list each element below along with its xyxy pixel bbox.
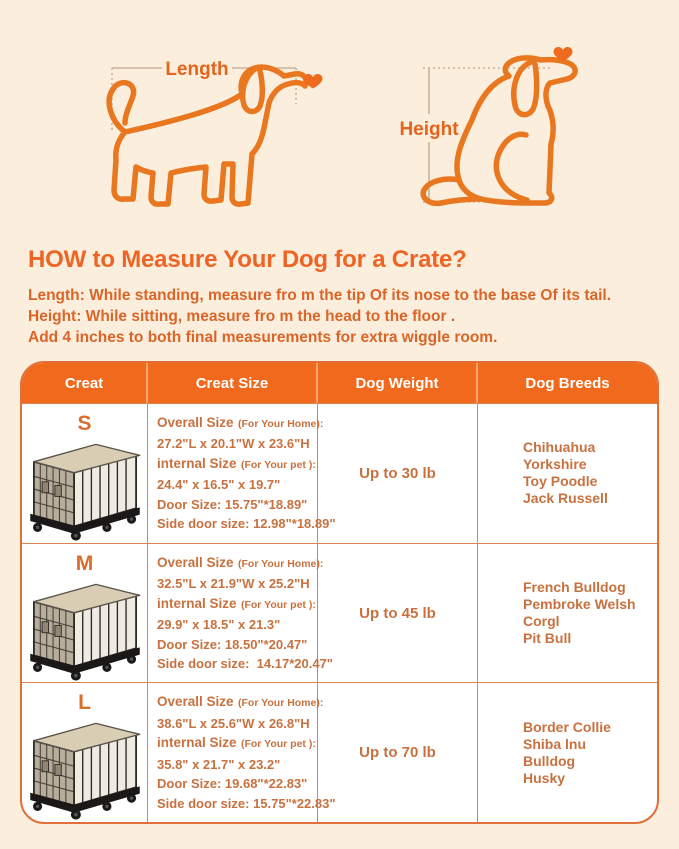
page-title: HOW to Measure Your Dog for a Crate? <box>28 246 467 273</box>
crate-cell <box>22 404 148 543</box>
breed-item: Pembroke Welsh <box>523 596 636 612</box>
spec-line: Door Size: 19.68"*22.83" <box>157 776 308 792</box>
crate-product-image <box>27 578 143 682</box>
dog-ear-illustration <box>243 69 263 112</box>
header-cell-creat-size: Creat Size <box>148 363 318 403</box>
table-row-l <box>22 682 657 822</box>
breed-item: Husky <box>523 769 566 786</box>
standing-dog-illustration <box>109 67 306 204</box>
spec-line: Overall Size (For Your Home): <box>157 694 324 710</box>
spec-line: 38.6"L x 25.6"W x 26.8"H <box>157 715 310 731</box>
spec-line: internal Size (For Your pet ): <box>157 595 316 611</box>
crate-size-letter: L <box>78 691 91 715</box>
height-measure-diagram <box>385 30 600 220</box>
breed-item: Jack Russell <box>523 490 608 507</box>
breed-item: Yorkshire <box>523 456 587 473</box>
sizing-table <box>20 361 659 824</box>
table-row-m <box>22 543 657 683</box>
dog-weight: Up to 70 lb <box>318 683 478 822</box>
dog-tail-line <box>423 179 481 203</box>
header-cell-creat: Creat <box>22 363 148 403</box>
spec-line: internal Size (For Your pet ): <box>157 735 316 751</box>
dog-breeds <box>478 544 657 683</box>
crate-cell <box>22 544 148 683</box>
breed-item: French Bulldog <box>523 579 626 595</box>
spec-line: Side door size: 12.98"*18.89" <box>157 516 336 532</box>
spec-line: 24.4" x 16.5" x 19.7" <box>157 477 281 493</box>
breed-item: Border Collie <box>523 718 611 735</box>
header-cell-dog-breeds: Dog Breeds <box>525 374 610 392</box>
breed-item: Corgl <box>523 613 560 629</box>
spec-line: Door Size: 18.50"*20.47" <box>157 636 308 652</box>
length-label: Length <box>165 59 229 80</box>
breed-item: Pit Bull <box>523 630 572 646</box>
table-row-s <box>22 403 657 543</box>
breed-item: Toy Poodle <box>523 473 598 490</box>
height-label: Height <box>399 119 459 140</box>
crate-cell <box>22 683 148 822</box>
crate-size-letter: S <box>77 412 92 435</box>
dog-weight: Up to 45 lb <box>318 544 478 683</box>
spec-line: 29.9" x 18.5" x 21.3" <box>157 617 281 632</box>
spec-line: 27.2"L x 20.1"W x 23.6"H <box>157 436 310 452</box>
intro-text <box>28 285 611 348</box>
dog-ear-illustration <box>514 62 537 115</box>
spec-line: Overall Size (For Your Home): <box>157 414 324 430</box>
crate-size-letter: M <box>75 551 94 575</box>
spec-line: Side door size: 14.17*20.47" <box>157 656 333 671</box>
table-header <box>22 363 657 403</box>
intro-line-length: Length: While standing, measure fro m the tip Of its nose to the base Of its tail. <box>28 287 612 304</box>
dog-weight: Up to 30 lb <box>318 404 478 543</box>
crate-size-specs <box>148 404 336 543</box>
dog-breeds <box>478 404 657 543</box>
dog-breeds <box>478 683 657 822</box>
crate-product-image <box>27 717 143 821</box>
breed-item: Chihuahua <box>523 439 596 456</box>
intro-line-height: Height: While sitting, measure fro m the head to the floor . <box>28 308 456 325</box>
spec-line: 35.8" x 21.7" x 23.2" <box>157 756 281 772</box>
breed-item: Bulldog <box>523 752 576 769</box>
spec-line: Side door size: 15.75"*22.83" <box>157 795 336 811</box>
intro-line-wiggle: Add 4 inches to both final measurements for extra wiggle room. <box>28 329 498 346</box>
spec-line: Door Size: 15.75"*18.89" <box>157 496 308 512</box>
header-cell-dog-weight: Dog Weight <box>318 363 478 403</box>
crate-size-specs <box>148 683 336 822</box>
length-measure-diagram <box>92 32 327 222</box>
dog-haunch-line <box>496 134 527 200</box>
breed-item: Shiba lnu <box>523 735 586 752</box>
spec-line: 32.5"L x 21.9"W x 25.2"H <box>157 576 310 591</box>
spec-line: Overall Size (For Your Home): <box>157 554 324 570</box>
spec-line: internal Size (For Your pet ): <box>157 455 316 471</box>
crate-size-specs <box>148 544 333 683</box>
crate-product-image <box>27 438 143 542</box>
